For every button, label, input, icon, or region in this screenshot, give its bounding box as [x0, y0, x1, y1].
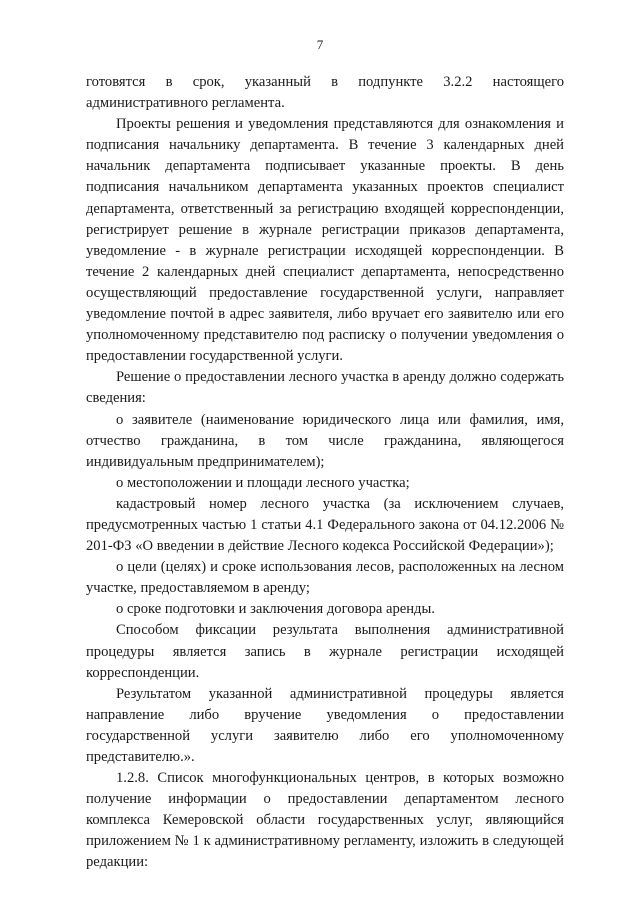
paragraph-1: готовятся в срок, указанный в подпункте 3.2.2 настоящего административного регламента.	[86, 74, 564, 112]
paragraph-9: Способом фиксации результата выполнения административной процедуры является запись в журнале регистрации исходящей корреспонденции.	[86, 622, 564, 681]
paragraph-3: Решение о предоставлении лесного участка в аренду должно содержать сведения:	[86, 369, 564, 407]
paragraph-10: Результатом указанной административной процедуры является направление либо вручение уведомления о предоставлении государственной услуги заявителю либо его уполномоченному представителю.».	[86, 685, 564, 765]
paragraph-2: Проекты решения и уведомления представляются для ознакомления и подписания начальнику департамента. В течение 3 календарных дней начальник департамента подписывает указанные проекты. В день подписания начальником департамента указанных проектов специалист департамента, ответственный за регистрацию входящей корреспонденции, регистрирует решение в журнале регистрации приказов департамента, уведомление - в журнале регистрации исходящей корреспонденции. В течение 2 календарных дней специалист департамента, непосредственно осуществляющий предоставление государственной услуги, направляет уведомление почтой в адрес заявителя, либо вручает его заявителю или его уполномоченному представителю под расписку о получении уведомления о предоставлении государственной услуги.	[86, 116, 564, 365]
paragraph-11: 1.2.8. Список многофункциональных центров, в которых возможно получение информации о предоставлении департаментом лесного комплекса Кемеровской области государственных услуг, являющийся приложением № 1 к административному регламенту, изложить в следующей редакции:	[86, 770, 564, 871]
document-body	[86, 72, 564, 874]
paragraph-4: о заявителе (наименование юридического лица или фамилия, имя, отчество гражданина, в том числе гражданина, являющегося индивидуальным предпринимателем);	[86, 411, 564, 470]
paragraph-6: кадастровый номер лесного участка (за исключением случаев, предусмотренных частью 1 статьи 4.1 Федерального закона от 04.12.2006 № 201-ФЗ «О введении в действие Лесного кодекса Российской Федерации»);	[86, 495, 564, 555]
paragraph-5: о местоположении и площади лесного участка;	[116, 474, 410, 491]
paragraph-7: о цели (целях) и сроке использования лесов, расположенных на лесном участке, предоставляемом в аренду;	[86, 559, 564, 597]
paragraph-8: о сроке подготовки и заключения договора аренды.	[116, 601, 435, 618]
page-number: 7	[316, 37, 324, 52]
